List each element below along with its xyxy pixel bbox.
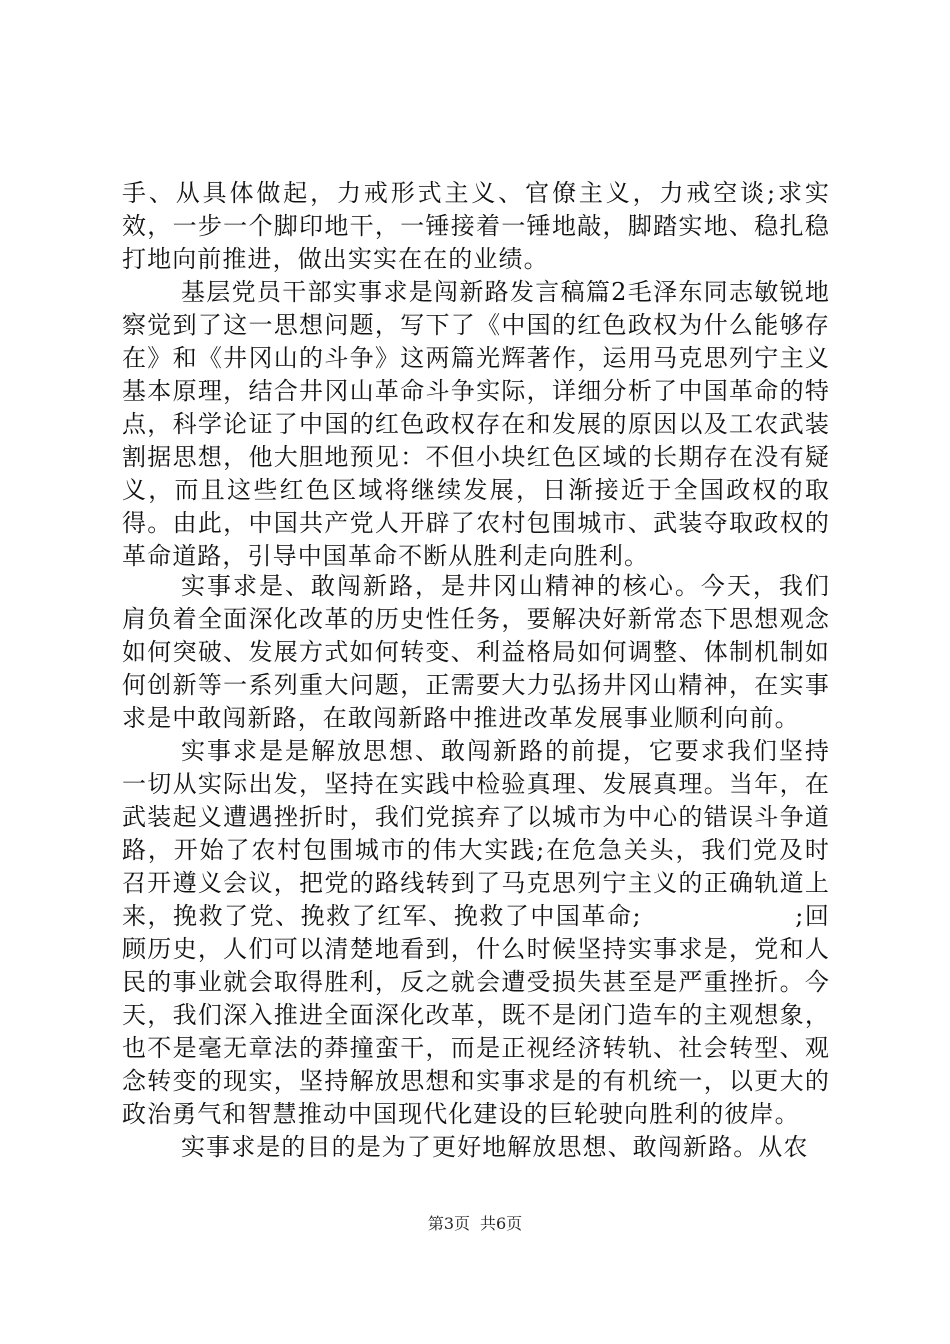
page-footer [0,1214,950,1234]
paragraph-premise: 实事求是是解放思想、敢闯新路的前提，它要求我们坚持一切从实际出发，坚持在实践中检验真理、发展真理。当年，在武装起义遭遇挫折时，我们党摈弃了以城市为中心的错误斗争道路，开始了农村包围城市的伟大实践;在危急关头，我们党及时召开遵义会议，把党的路线转到了马克思列宁主义的正确轨道上来，挽救了党、挽救了红军、挽救了中国革命; ;回顾历史，人们可以清楚地看到，什么时候坚持实事求是，党和人民的事业就会取得胜利，反之就会遭受损失甚至是严重挫折。今天，我们深入推进全面深化改革，既不是闭门造车的主观想象，也不是毫无章法的莽撞蛮干，而是正视经济转轨、社会转型、观念转变的现实，坚持解放思想和实事求是的有机统一，以更大的政治勇气和智慧推动中国现代化建设的巨轮驶向胜利的彼岸。 [122,737,830,1128]
page-number-current: 第3页 [427,1214,470,1233]
paragraph-speech-title: 基层党员干部实事求是闯新路发言稿篇2毛泽东同志敏锐地察觉到了这一思想问题，写下了《中国的红色政权为什么能够存在》和《井冈山的斗争》这两篇光辉著作，运用马克思列宁主义基本原理，结合井冈山革命斗争实际，详细分析了中国革命的特点，科学论证了中国的红色政权存在和发展的原因以及工农武装割据思想，他大胆地预见：不但小块红色区域的长期存在没有疑义，而且这些红色区域将继续发展，日渐接近于全国政权的取得。由此，中国共产党人开辟了农村包围城市、武装夺取政权的革命道路，引导中国革命不断从胜利走向胜利。 [122,278,830,570]
paragraph-continuation: 手、从具体做起，力戒形式主义、官僚主义，力戒空谈;求实效，一步一个脚印地干，一锤接着一锤地敲，脚踏实地、稳扎稳打地向前推进，做出实实在在的业绩。 [122,179,830,273]
page-number-total: 共6页 [480,1214,523,1233]
paragraph-purpose: 实事求是的目的是为了更好地解放思想、敢闯新路。从农 [181,1133,809,1161]
text-block-upper [122,177,830,573]
paragraph-core-spirit: 实事求是、敢闯新路，是井冈山精神的核心。今天，我们肩负着全面深化改革的历史性任务，要解决好新常态下思想观念如何突破、发展方式如何转变、利益格局如何调整、体制机制如何创新等一系列重大问题，正需要大力弘扬井冈山精神，在实事求是中敢闯新路，在敢闯新路中推进改革发展事业顺利向前。 [122,572,830,732]
text-block-lower [122,570,830,1164]
